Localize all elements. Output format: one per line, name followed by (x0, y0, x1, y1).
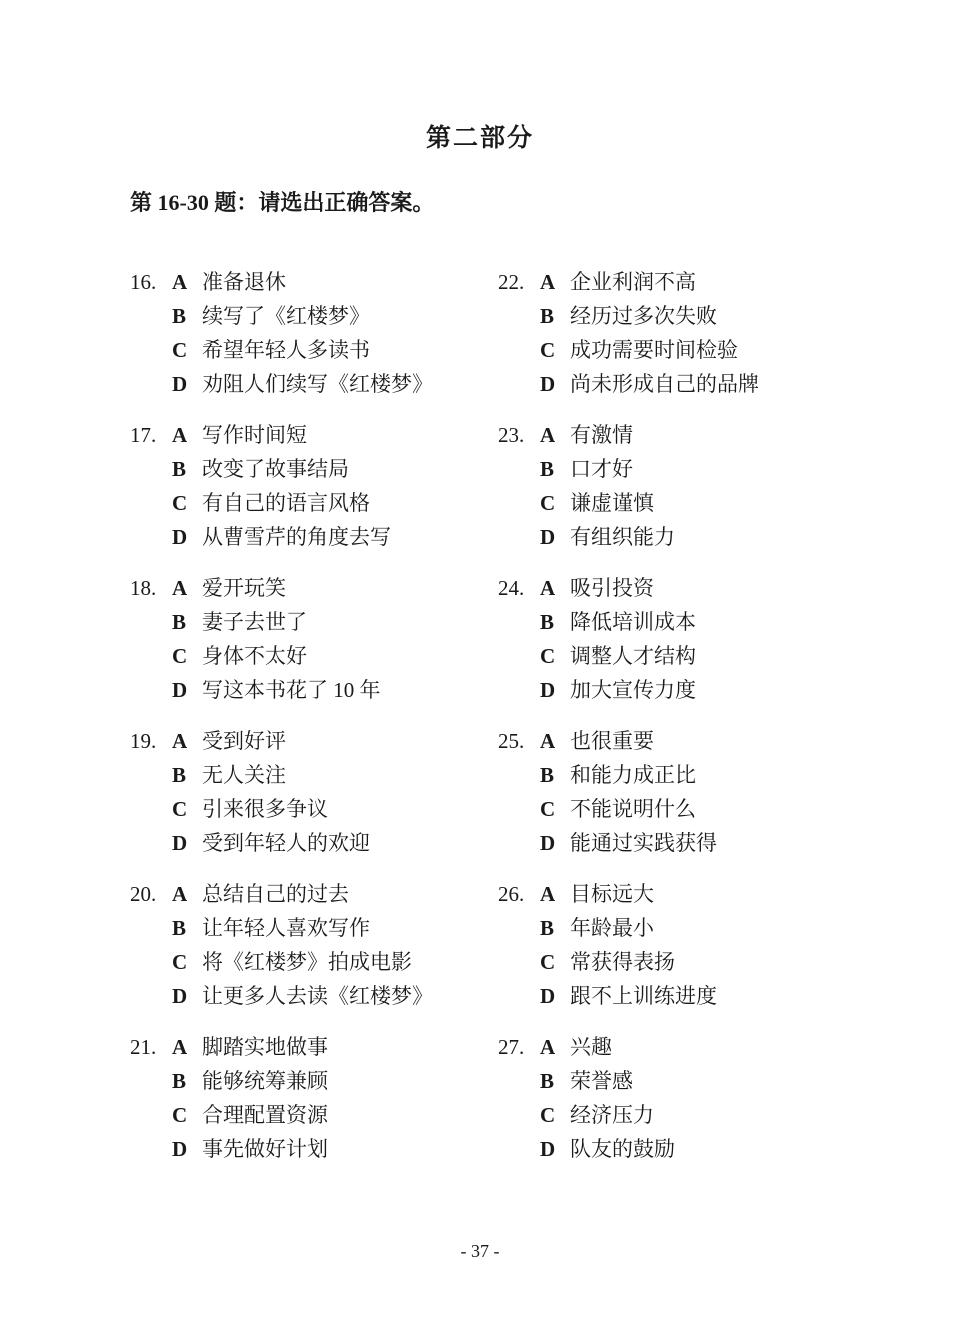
option-a (172, 265, 498, 299)
option-text: 将《红楼梦》拍成电影 (202, 950, 412, 974)
option-text: 事先做好计划 (202, 1137, 328, 1161)
option-c (172, 1098, 498, 1132)
option-d (172, 520, 498, 554)
option-a (172, 724, 498, 758)
option-b (172, 452, 498, 486)
question-number: 25. (498, 729, 525, 753)
option-c (540, 1098, 759, 1132)
section-title: 第二部分 (425, 125, 534, 152)
option-letter: B (172, 1069, 187, 1093)
question-21 (130, 1030, 498, 1166)
question-23 (498, 418, 759, 554)
option-letter: A (540, 270, 556, 294)
question-16 (130, 265, 498, 401)
option-letter: A (172, 882, 188, 906)
option-b (172, 299, 498, 333)
option-letter: C (540, 491, 556, 515)
options (172, 877, 498, 1013)
option-letter: A (540, 576, 556, 600)
option-text: 尚未形成自己的品牌 (570, 372, 759, 396)
option-d (540, 1132, 759, 1166)
options (172, 418, 498, 554)
option-text: 经历过多次失败 (570, 304, 717, 328)
option-letter: C (540, 797, 556, 821)
option-letter: B (540, 610, 555, 634)
option-letter: C (540, 1103, 556, 1127)
option-a (540, 877, 759, 911)
question-number: 24. (498, 576, 525, 600)
option-a (540, 1030, 759, 1064)
option-text: 从曹雪芹的角度去写 (202, 525, 391, 549)
option-text: 无人关注 (202, 763, 286, 787)
question-22 (498, 265, 759, 401)
option-b (172, 1064, 498, 1098)
option-text: 年龄最小 (570, 916, 654, 940)
option-c (540, 792, 759, 826)
option-b (540, 452, 759, 486)
option-text: 降低培训成本 (570, 610, 696, 634)
option-b (540, 911, 759, 945)
option-text: 调整人才结构 (570, 644, 696, 668)
option-text: 爱开玩笑 (202, 576, 286, 600)
option-letter: D (540, 525, 556, 549)
option-text: 有激情 (570, 423, 633, 447)
option-text: 企业利润不高 (570, 270, 696, 294)
option-text: 脚踏实地做事 (202, 1035, 328, 1059)
questions-column-right (498, 265, 759, 1183)
option-a (540, 571, 759, 605)
option-letter: B (172, 763, 187, 787)
option-letter: A (540, 423, 556, 447)
option-text: 希望年轻人多读书 (202, 338, 370, 362)
question-18 (130, 571, 498, 707)
option-letter: C (172, 644, 188, 668)
question-number: 23. (498, 423, 525, 447)
option-d (540, 367, 759, 401)
option-letter: C (540, 338, 556, 362)
option-letter: D (540, 678, 556, 702)
option-letter: B (172, 457, 187, 481)
options (172, 1030, 498, 1166)
option-letter: C (172, 797, 188, 821)
option-b (540, 299, 759, 333)
question-25 (498, 724, 759, 860)
question-number: 18. (130, 576, 157, 600)
option-text: 准备退休 (202, 270, 286, 294)
option-text: 总结自己的过去 (202, 882, 349, 906)
option-text: 合理配置资源 (202, 1103, 328, 1127)
question-17 (130, 418, 498, 554)
option-d (540, 826, 759, 860)
option-a (540, 265, 759, 299)
option-c (172, 333, 498, 367)
option-letter: A (172, 1035, 188, 1059)
option-b (540, 758, 759, 792)
option-text: 妻子去世了 (202, 610, 307, 634)
option-c (540, 639, 759, 673)
option-d (540, 673, 759, 707)
options (540, 877, 759, 1013)
option-letter: C (540, 950, 556, 974)
option-letter: C (172, 950, 188, 974)
page-number: - 37 - (460, 1241, 500, 1261)
option-text: 目标远大 (570, 882, 654, 906)
options (540, 571, 759, 707)
option-d (172, 979, 498, 1013)
option-c (172, 945, 498, 979)
option-letter: A (172, 576, 188, 600)
option-letter: C (172, 338, 188, 362)
option-text: 续写了《红楼梦》 (202, 304, 370, 328)
option-c (540, 333, 759, 367)
option-letter: B (172, 916, 187, 940)
question-number: 16. (130, 270, 157, 294)
options (540, 724, 759, 860)
option-text: 队友的鼓励 (570, 1137, 675, 1161)
option-letter: C (540, 644, 556, 668)
questions-column-left (130, 265, 498, 1183)
option-b (540, 1064, 759, 1098)
option-text: 让年轻人喜欢写作 (202, 916, 370, 940)
option-letter: A (540, 1035, 556, 1059)
option-text: 改变了故事结局 (202, 457, 349, 481)
option-c (172, 792, 498, 826)
option-d (172, 673, 498, 707)
option-text: 让更多人去读《红楼梦》 (202, 984, 433, 1008)
option-a (172, 571, 498, 605)
question-number: 22. (498, 270, 525, 294)
option-text: 荣誉感 (570, 1069, 633, 1093)
option-letter: D (172, 831, 188, 855)
option-letter: B (540, 304, 555, 328)
options (172, 724, 498, 860)
questions-area (130, 265, 960, 1183)
option-text: 常获得表扬 (570, 950, 675, 974)
option-letter: D (172, 525, 188, 549)
question-19 (130, 724, 498, 860)
option-text: 吸引投资 (570, 576, 654, 600)
option-letter: D (540, 984, 556, 1008)
option-a (540, 418, 759, 452)
option-text: 能够统筹兼顾 (202, 1069, 328, 1093)
option-a (540, 724, 759, 758)
question-27 (498, 1030, 759, 1166)
option-text: 引来很多争议 (202, 797, 328, 821)
option-b (172, 605, 498, 639)
option-text: 劝阻人们续写《红楼梦》 (202, 372, 433, 396)
option-text: 写这本书花了 10 年 (202, 678, 381, 702)
question-number: 27. (498, 1035, 525, 1059)
option-text: 写作时间短 (202, 423, 307, 447)
option-text: 不能说明什么 (570, 797, 696, 821)
option-text: 成功需要时间检验 (570, 338, 738, 362)
options (172, 265, 498, 401)
option-text: 经济压力 (570, 1103, 654, 1127)
options (540, 418, 759, 554)
question-number: 19. (130, 729, 157, 753)
option-letter: B (540, 763, 555, 787)
option-a (172, 877, 498, 911)
option-d (172, 1132, 498, 1166)
option-letter: A (172, 729, 188, 753)
option-text: 受到好评 (202, 729, 286, 753)
question-20 (130, 877, 498, 1013)
options (540, 1030, 759, 1166)
option-c (540, 945, 759, 979)
option-letter: B (540, 1069, 555, 1093)
question-number: 17. (130, 423, 157, 447)
option-letter: A (172, 423, 188, 447)
option-d (540, 979, 759, 1013)
question-26 (498, 877, 759, 1013)
options (540, 265, 759, 401)
option-text: 受到年轻人的欢迎 (202, 831, 370, 855)
option-letter: C (172, 1103, 188, 1127)
option-text: 和能力成正比 (570, 763, 696, 787)
question-24 (498, 571, 759, 707)
option-text: 有自己的语言风格 (202, 491, 370, 515)
option-b (540, 605, 759, 639)
option-text: 兴趣 (570, 1035, 612, 1059)
option-letter: A (540, 729, 556, 753)
question-number: 26. (498, 882, 525, 906)
option-letter: B (540, 457, 555, 481)
option-b (172, 758, 498, 792)
option-letter: C (172, 491, 188, 515)
question-number: 21. (130, 1035, 157, 1059)
option-b (172, 911, 498, 945)
option-text: 身体不太好 (202, 644, 307, 668)
option-letter: D (172, 1137, 188, 1161)
option-d (172, 826, 498, 860)
option-text: 谦虚谨慎 (570, 491, 654, 515)
option-letter: B (540, 916, 555, 940)
options (172, 571, 498, 707)
option-letter: D (540, 1137, 556, 1161)
option-letter: A (540, 882, 556, 906)
question-number: 20. (130, 882, 157, 906)
option-d (540, 520, 759, 554)
option-c (540, 486, 759, 520)
option-c (172, 639, 498, 673)
option-c (172, 486, 498, 520)
option-letter: B (172, 304, 187, 328)
option-letter: D (172, 678, 188, 702)
option-text: 口才好 (570, 457, 633, 481)
option-text: 加大宣传力度 (570, 678, 696, 702)
option-letter: D (540, 372, 556, 396)
option-a (172, 418, 498, 452)
option-letter: D (540, 831, 556, 855)
option-text: 能通过实践获得 (570, 831, 717, 855)
option-letter: B (172, 610, 187, 634)
option-text: 也很重要 (570, 729, 654, 753)
option-text: 有组织能力 (570, 525, 675, 549)
option-letter: D (172, 372, 188, 396)
option-letter: D (172, 984, 188, 1008)
option-text: 跟不上训练进度 (570, 984, 717, 1008)
option-d (172, 367, 498, 401)
option-letter: A (172, 270, 188, 294)
section-instruction: 第 16-30 题：请选出正确答案。 (130, 190, 435, 215)
option-a (172, 1030, 498, 1064)
